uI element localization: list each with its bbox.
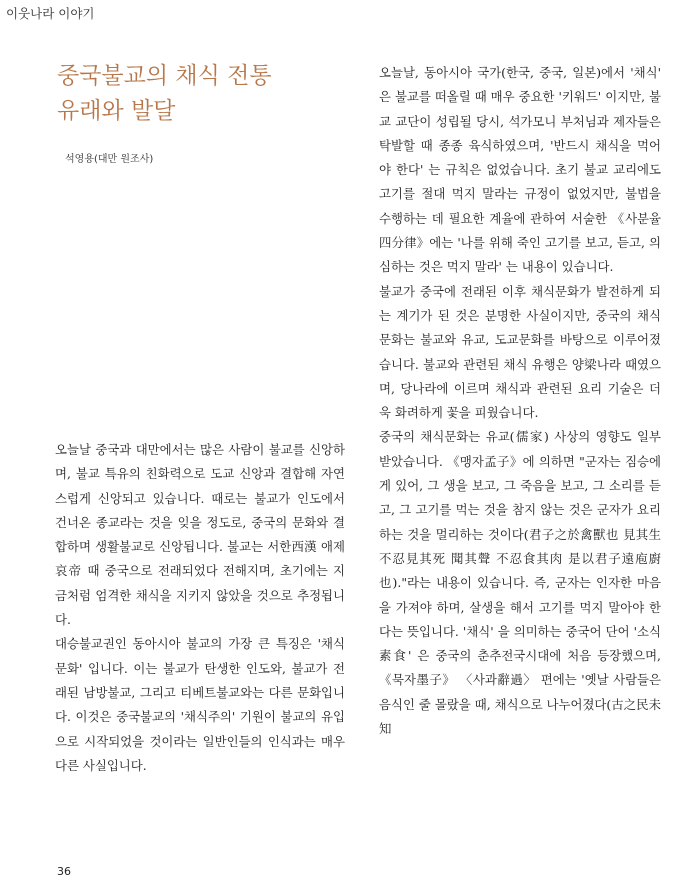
page-number: 36: [57, 865, 71, 878]
body-paragraph: 오늘날, 동아시아 국가(한국, 중국, 일본)에서 '채식' 은 불교를 떠올릴 때 매우 중요한 '키워드' 이지만, 불교 교단이 성립될 당시, 석가모니 부처님과 제자들은 탁발할 때 종종 육식하였으며, '반드시 채식을 먹어야 한다' 는 규칙은 없었습니다. 초기 불교 교리에도 고기를 절대 먹지 말라는 규정이 없었지만, 불법을 수행하는 데 필요한 계율에 관하여 서술한 《사분율四分律》에는 '나를 위해 죽인 고기를 보고, 듣고, 의심하는 것은 먹지 말라' 는 내용이 있습니다.: [379, 65, 661, 275]
body-paragraph: 중국의 채식문화는 유교(儒家) 사상의 영향도 일부 받았습니다. 《맹자孟子》에 의하면 "군자는 짐승에게 있어, 그 생을 보고, 그 죽음을 보고, 그 소리를 듣고, 그 고기를 먹는 것을 참지 않는 것은 군자가 요리하는 것을 멀리하는 것이다(君子之於禽獸也 見其生 不忍見其死 聞其聲 不忍食其肉 是以君子遠庖廚也)."라는 내용이 있습니다. 즉, 군자는 인자한 마음을 가져야 하며, 살생을 해서 고기를 먹지 말아야 한다는 뜻입니다. '채식' 을 의미하는 중국어 단어 '소식素食' 은 중국의 춘추전국시대에 처음 등장했으며, 《묵자墨子》 〈사과辭過〉 편에는 '옛날 사람들은 음식인 줄 몰랐을 때, 채식으로 나누어졌다(古之民未知: [379, 429, 661, 737]
article-title: [57, 59, 272, 129]
article-title-line2: 유래와 발달: [57, 98, 176, 124]
article-title-line1: 중국불교의 채식 전통: [57, 63, 272, 89]
right-text-column: [379, 61, 661, 741]
body-paragraph: 오늘날 중국과 대만에서는 많은 사람이 불교를 신앙하며, 불교 특유의 친화력으로 도교 신앙과 결합해 자연스럽게 신앙되고 있습니다. 때로는 불교가 인도에서 건너온 종교라는 것을 잊을 정도로, 중국의 문화와 결합하며 생활불교로 신앙됩니다. 불교는 서한西漢 애제哀帝 때 중국으로 전래되었다 전해지며, 초기에는 지금처럼 엄격한 채식을 지키지 않았을 것으로 추정됩니다.: [55, 442, 345, 628]
body-paragraph: 대승불교권인 동아시아 불교의 가장 큰 특징은 '채식문화' 입니다. 이는 불교가 탄생한 인도와, 불교가 전래된 남방불교, 그리고 티베트불교와는 다른 문화입니다. 이것은 중국불교의 '채식주의' 기원이 불교의 유입으로 시작되었을 것이라는 일반인들의 인식과는 매우 다른 사실입니다.: [55, 636, 345, 773]
left-text-column: [55, 438, 345, 778]
body-paragraph: 불교가 중국에 전래된 이후 채식문화가 발전하게 되는 계기가 된 것은 분명한 사실이지만, 중국의 채식문화는 불교와 유교, 도교문화를 바탕으로 이루어졌습니다. 불교와 관련된 채식 유행은 양梁나라 때였으며, 당나라에 이르며 채식과 관련된 요리 기술은 더욱 화려하게 꽃을 피웠습니다.: [379, 283, 661, 421]
section-header: 이웃나라 이야기: [6, 6, 95, 21]
author-byline: 석영용(대만 원조사): [65, 154, 154, 165]
